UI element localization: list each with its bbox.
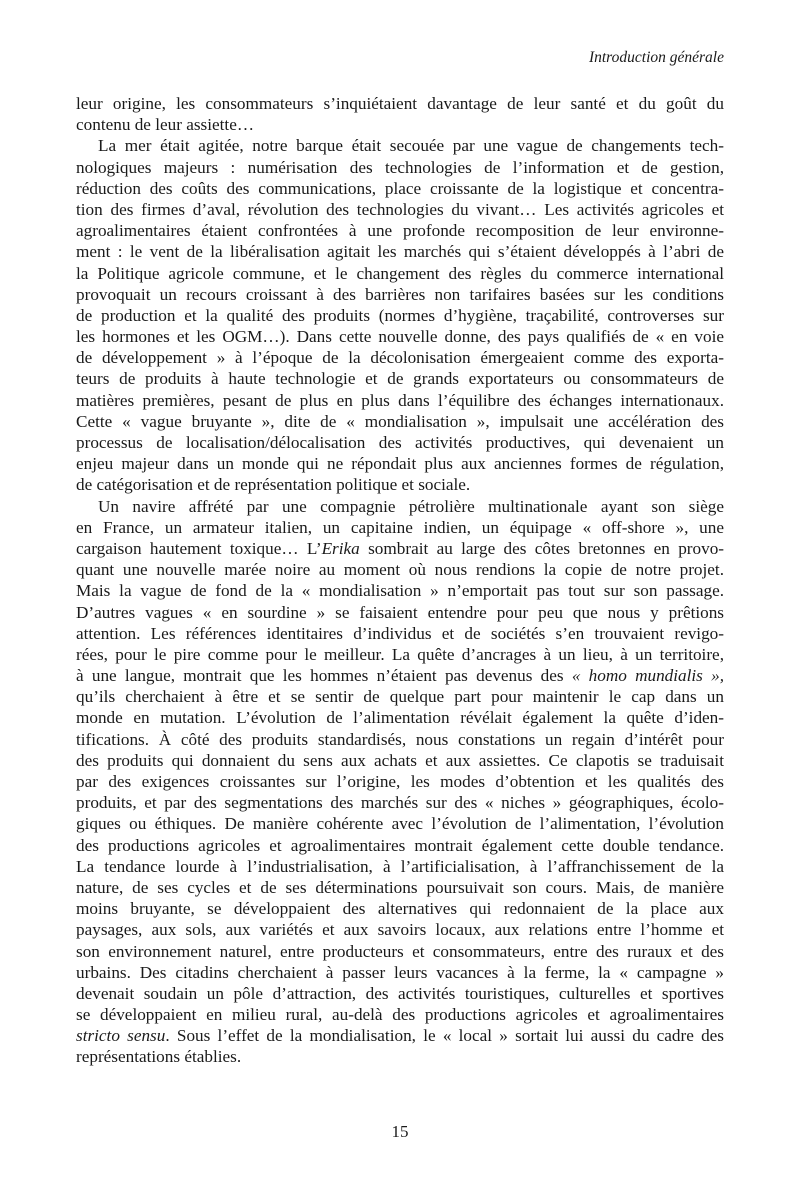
text-line xyxy=(76,559,724,580)
page-number: 15 xyxy=(391,1122,409,1141)
text-segment: D’autres vagues « en sourdine » se faisaient entendre pour peu que nous y prêtions xyxy=(76,602,724,622)
text-line xyxy=(76,771,724,792)
text-segment: à une langue, montrait que les hommes n’étaient pas devenus des xyxy=(76,666,572,686)
text-segment: réduction des coûts des communications, place croissante de la logistique et concentra- xyxy=(76,178,724,198)
text-line xyxy=(76,453,724,474)
text-segment: La tendance lourde à l’industrialisation, à l’artificialisation, à l’affranchissement de la xyxy=(76,856,724,876)
text-line xyxy=(76,729,724,750)
italic-text: « homo mundialis », xyxy=(571,666,724,686)
text-line xyxy=(76,813,724,834)
text-segment: tifications. À côté des produits standardisés, nous constations un regain d’intérêt pour xyxy=(76,729,724,749)
text-segment: en France, un armateur italien, un capitaine indien, un équipage « off-shore », une xyxy=(76,517,724,537)
text-line xyxy=(76,580,724,601)
text-segment: qu’ils cherchaient à être et se sentir de quelque part pour maintenir le cap dans un xyxy=(76,687,724,707)
text-line xyxy=(76,347,724,368)
text-line xyxy=(76,305,724,326)
text-line xyxy=(76,1025,724,1046)
text-line xyxy=(76,326,724,347)
text-segment: moins bruyante, se développaient des alternatives qui redonnaient de la place aux xyxy=(76,899,724,919)
text-segment: leur origine, les consommateurs s’inquiétaient davantage de leur santé et du goût du xyxy=(76,94,724,113)
text-segment: de développement » à l’époque de la décolonisation émergeaient comme des exporta- xyxy=(76,348,724,368)
text-segment: enjeu majeur dans un monde qui ne répondait plus aux anciennes formes de régulation, xyxy=(76,454,724,474)
text-line xyxy=(76,1004,724,1025)
text-segment: tion des firmes d’aval, révolution des technologies du vivant… Les activités agricoles et xyxy=(76,199,724,219)
text-segment: ment : le vent de la libéralisation agitait les marchés qui s’étaient développés à l’abri de xyxy=(76,242,724,262)
text-line xyxy=(76,877,724,898)
text-line xyxy=(76,1046,724,1067)
paragraph xyxy=(76,93,724,135)
text-segment: rées, pour le pire comme pour le meilleur. La quête d’ancrages à un lieu, à un territoire, xyxy=(76,644,724,664)
text-segment: attention. Les références identitaires d’individus et de sociétés s’en trouvaient revigo- xyxy=(76,623,724,643)
text-segment: son environnement naturel, entre producteurs et consommateurs, entre des ruraux et des xyxy=(76,941,724,961)
text-segment: par des exigences croissantes sur l’origine, les modes d’obtention et les qualités des xyxy=(76,772,724,791)
text-segment: représentations établies. xyxy=(76,1047,242,1067)
text-segment: sombrait au large des côtes bretonnes en provo- xyxy=(359,538,725,558)
text-line xyxy=(76,707,724,728)
text-segment: provoquait un recours croissant à des barrières non tarifaires basées sur les conditions xyxy=(76,284,724,304)
text-line xyxy=(76,919,724,940)
text-line xyxy=(76,368,724,389)
text-line xyxy=(76,686,724,707)
text-segment: monde en mutation. L’évolution de l’alimentation révélait également la quête d’iden- xyxy=(76,708,724,728)
text-line xyxy=(76,263,724,284)
text-segment: La mer était agitée, notre barque était secouée par une vague de changements tech- xyxy=(98,136,724,156)
text-segment: la Politique agricole commune, et le changement des règles du commerce international xyxy=(76,263,724,283)
text-segment: des productions agricoles et agroalimentaires montrait également cette double tendance. xyxy=(76,835,724,855)
text-line xyxy=(76,474,724,495)
text-segment: les hormones et les OGM…). Dans cette nouvelle donne, des pays qualifiés de « en voie xyxy=(76,327,724,347)
text-line xyxy=(76,496,724,517)
text-segment: nologiques majeurs : numérisation des technologies de l’information et de gestion, xyxy=(76,157,724,177)
paragraph xyxy=(76,496,724,1068)
text-line xyxy=(76,114,724,135)
text-line xyxy=(76,432,724,453)
text-line xyxy=(76,856,724,877)
text-line xyxy=(76,538,724,559)
text-line xyxy=(76,93,724,114)
text-line xyxy=(76,898,724,919)
text-segment: se développaient en milieu rural, au-delà des productions agricoles et agroalimentaires xyxy=(76,1005,724,1025)
text-line xyxy=(76,962,724,983)
text-segment: urbains. Des citadins cherchaient à passer leurs vacances à la ferme, la « campagne » xyxy=(76,962,724,982)
text-segment: de production et la qualité des produits (normes d’hygiène, traçabilité, controverses sur xyxy=(76,305,724,325)
text-segment: des produits qui donnaient du sens aux achats et aux assiettes. Ce clapotis se traduisait xyxy=(76,750,724,770)
text-line xyxy=(76,284,724,305)
text-line xyxy=(76,941,724,962)
text-segment: matières premières, pesant de plus en plus dans l’équilibre des échanges internationaux. xyxy=(76,390,724,410)
paragraph xyxy=(76,135,724,495)
text-segment: devenait soudain un pôle d’attraction, des activités touristiques, culturelles et sportives xyxy=(76,983,724,1003)
text-line xyxy=(76,199,724,220)
text-line xyxy=(76,411,724,432)
text-line xyxy=(76,750,724,771)
text-segment: processus de localisation/délocalisation des activités productives, qui devenaient un xyxy=(76,433,724,452)
text-segment: paysages, aux sols, aux variétés et aux savoirs locaux, aux relations entre l’homme et xyxy=(76,920,724,940)
text-line xyxy=(76,135,724,156)
text-line xyxy=(76,602,724,623)
text-segment: Cette « vague bruyante », dite de « mondialisation », impulsait une accélération des xyxy=(76,411,724,431)
text-line xyxy=(76,983,724,1004)
text-line xyxy=(76,241,724,262)
text-segment: nature, de ses cycles et de ses déterminations poursuivait son cours. Mais, de manière xyxy=(76,877,724,897)
text-line xyxy=(76,665,724,686)
text-line xyxy=(76,157,724,178)
text-segment: Mais la vague de fond de la « mondialisation » n’emportait pas tout sur son passage. xyxy=(76,581,724,601)
text-segment: cargaison hautement toxique… L’ xyxy=(76,538,322,558)
text-segment: produits, et par des segmentations des marchés sur des « niches » géographiques, écolo- xyxy=(76,793,724,813)
text-segment: contenu de leur assiette… xyxy=(76,115,255,135)
italic-text: stricto sensu xyxy=(76,1026,166,1046)
text-line xyxy=(76,835,724,856)
italic-text: Erika xyxy=(321,538,360,558)
text-segment: quant une nouvelle marée noire au moment où nous rendions la copie de notre projet. xyxy=(76,560,724,580)
text-line xyxy=(76,390,724,411)
text-line xyxy=(76,517,724,538)
text-segment: . Sous l’effet de la mondialisation, le « local » sortait lui aussi du cadre des xyxy=(165,1026,725,1046)
text-segment: agroalimentaires étaient confrontées à une profonde recomposition de leur environne- xyxy=(76,221,724,241)
text-line xyxy=(76,178,724,199)
text-line xyxy=(76,623,724,644)
text-segment: Un navire affrété par une compagnie pétrolière multinationale ayant son siège xyxy=(98,496,724,516)
text-line xyxy=(76,220,724,241)
body-text xyxy=(76,93,724,1068)
text-segment: teurs de produits à haute technologie et de grands exportateurs ou consommateurs de xyxy=(76,369,724,389)
text-line xyxy=(76,792,724,813)
running-header: Introduction générale xyxy=(588,49,724,66)
text-line xyxy=(76,644,724,665)
text-segment: de catégorisation et de représentation politique et sociale. xyxy=(76,475,471,495)
text-segment: giques ou éthiques. De manière cohérente avec l’évolution de l’alimentation, l’évolution xyxy=(76,814,724,834)
